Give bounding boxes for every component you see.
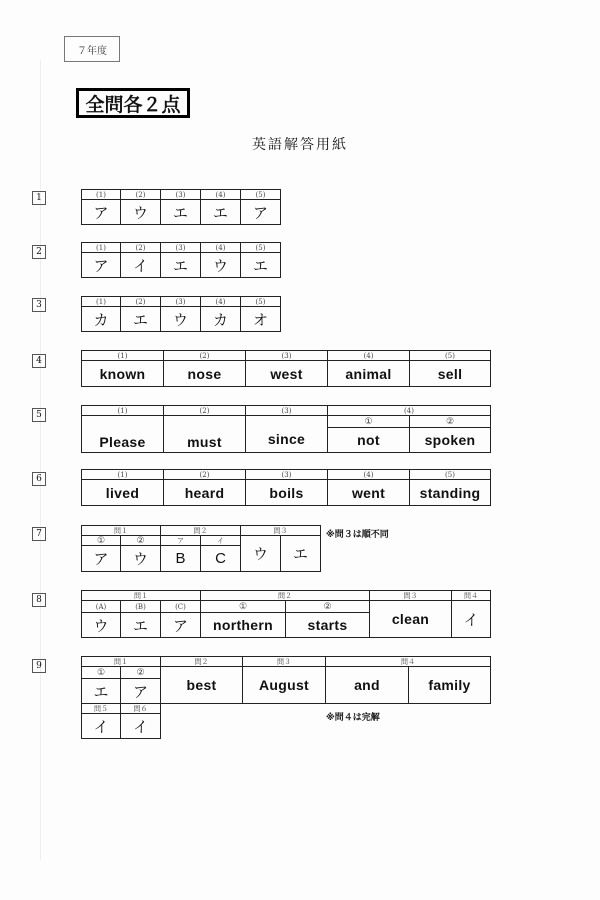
header-cell: (2)	[120, 242, 161, 253]
header-cell: (2)	[163, 350, 246, 361]
subheader-cell: ①	[81, 666, 121, 679]
answer-cell: heard	[163, 479, 246, 506]
header-cell: (3)	[160, 296, 201, 307]
subheader-cell: ①	[200, 600, 286, 613]
answer-cell: August	[242, 666, 326, 704]
answer-cell: standing	[409, 479, 491, 506]
answer-cell: animal	[327, 360, 410, 387]
answer-cell: boils	[245, 479, 328, 506]
header-cell: (1)	[81, 296, 121, 307]
answer-cell: ウ	[120, 545, 161, 572]
group-header-cell: 問４	[325, 656, 491, 667]
answer-cell: エ	[160, 252, 201, 278]
answer-cell: ウ	[120, 199, 161, 225]
answer-cell: エ	[240, 252, 281, 278]
group-header-cell: 問３	[369, 590, 452, 601]
answer-cell: オ	[240, 306, 281, 332]
year-label: ７年度	[64, 36, 120, 62]
header-cell: (5)	[409, 350, 491, 361]
answer-cell: C	[200, 545, 241, 572]
answer-cell: must	[163, 415, 246, 453]
question-number-9: 9	[32, 659, 46, 673]
group-header-cell: 問１	[81, 525, 161, 536]
header-cell: (3)	[245, 350, 328, 361]
group-header-cell: 問１	[81, 590, 201, 601]
answer-cell: not	[327, 427, 410, 453]
question-number-6: 6	[32, 472, 46, 486]
answer-cell: エ	[120, 306, 161, 332]
subheader-cell: ①	[81, 535, 121, 546]
answer-cell: best	[160, 666, 243, 704]
answer-cell: エ	[120, 612, 161, 638]
subheader-cell: ②	[120, 666, 161, 679]
question-number-1: 1	[32, 191, 46, 205]
answer-cell: nose	[163, 360, 246, 387]
answer-cell: Please	[81, 415, 164, 453]
points-label: 全問各２点	[76, 88, 190, 118]
subheader-cell: ア	[160, 535, 201, 546]
subheader-cell: (B)	[120, 600, 161, 613]
answer-cell: ア	[160, 612, 201, 638]
answer-cell: エ	[200, 199, 241, 225]
header-cell: (1)	[81, 189, 121, 200]
question-number-5: 5	[32, 408, 46, 422]
subheader-cell: (A)	[81, 600, 121, 613]
answer-cell: starts	[285, 612, 370, 638]
answer-cell: ア	[81, 252, 121, 278]
answer-cell: カ	[81, 306, 121, 332]
answer-cell: B	[160, 545, 201, 572]
header-cell: (1)	[81, 242, 121, 253]
answer-cell: spoken	[409, 427, 491, 453]
answer-cell: west	[245, 360, 328, 387]
subheader-cell: ①	[327, 415, 410, 428]
header-cell: (2)	[163, 405, 246, 416]
note-q7: ※問３は順不同	[326, 530, 389, 540]
group-header-cell: 問３	[240, 525, 321, 536]
answer-cell: ア	[81, 545, 121, 572]
header-cell: (4)	[200, 296, 241, 307]
subheader-cell: ②	[409, 415, 491, 428]
question-number-7: 7	[32, 527, 46, 541]
subheader-cell: ②	[285, 600, 370, 613]
subheader-cell: ②	[120, 535, 161, 546]
group-header-cell: 問２	[160, 525, 241, 536]
header-cell: (3)	[160, 242, 201, 253]
header-cell: (3)	[245, 405, 328, 416]
answer-cell: lived	[81, 479, 164, 506]
header-cell: (4)	[327, 405, 491, 416]
answer-cell: ウ	[81, 612, 121, 638]
question-number-8: 8	[32, 593, 46, 607]
answer-cell: イ	[120, 713, 161, 739]
header-cell: (4)	[200, 189, 241, 200]
header-cell: (3)	[245, 469, 328, 480]
note-q9: ※問４は完解	[326, 713, 380, 723]
margin-line	[40, 60, 41, 860]
question-number-3: 3	[32, 298, 46, 312]
header-cell: (4)	[200, 242, 241, 253]
header-cell: (5)	[240, 189, 281, 200]
header-cell: (4)	[327, 350, 410, 361]
answer-cell: ウ	[160, 306, 201, 332]
question-number-2: 2	[32, 245, 46, 259]
subheader-cell: イ	[200, 535, 241, 546]
answer-cell: family	[408, 666, 491, 704]
answer-cell: エ	[280, 535, 321, 572]
header-cell: (4)	[327, 469, 410, 480]
answer-cell: and	[325, 666, 409, 704]
header-cell: (1)	[81, 350, 164, 361]
answer-cell: clean	[369, 600, 452, 638]
header-cell: (2)	[120, 189, 161, 200]
page-title: 英語解答用紙	[252, 137, 348, 153]
answer-cell: ウ	[240, 535, 281, 572]
answer-cell: イ	[451, 600, 491, 638]
group-header-cell: 問１	[81, 656, 161, 667]
header-cell: (5)	[409, 469, 491, 480]
answer-cell: ア	[120, 678, 161, 704]
subheader-cell: (C)	[160, 600, 201, 613]
answer-cell: northern	[200, 612, 286, 638]
header-cell: (2)	[163, 469, 246, 480]
answer-cell: イ	[120, 252, 161, 278]
group-header-cell: 問６	[120, 703, 161, 714]
answer-cell: known	[81, 360, 164, 387]
group-header-cell: 問５	[81, 703, 121, 714]
question-number-4: 4	[32, 354, 46, 368]
answer-cell: sell	[409, 360, 491, 387]
answer-cell: ウ	[200, 252, 241, 278]
answer-cell: went	[327, 479, 410, 506]
answer-cell: カ	[200, 306, 241, 332]
answer-cell: ア	[240, 199, 281, 225]
group-header-cell: 問２	[160, 656, 243, 667]
answer-cell: エ	[81, 678, 121, 704]
header-cell: (1)	[81, 469, 164, 480]
header-cell: (3)	[160, 189, 201, 200]
answer-cell: ア	[81, 199, 121, 225]
group-header-cell: 問２	[200, 590, 370, 601]
header-cell: (5)	[240, 296, 281, 307]
header-cell: (2)	[120, 296, 161, 307]
answer-cell: エ	[160, 199, 201, 225]
group-header-cell: 問４	[451, 590, 491, 601]
header-cell: (5)	[240, 242, 281, 253]
header-cell: (1)	[81, 405, 164, 416]
answer-cell: イ	[81, 713, 121, 739]
group-header-cell: 問３	[242, 656, 326, 667]
answer-cell: since	[245, 415, 328, 453]
